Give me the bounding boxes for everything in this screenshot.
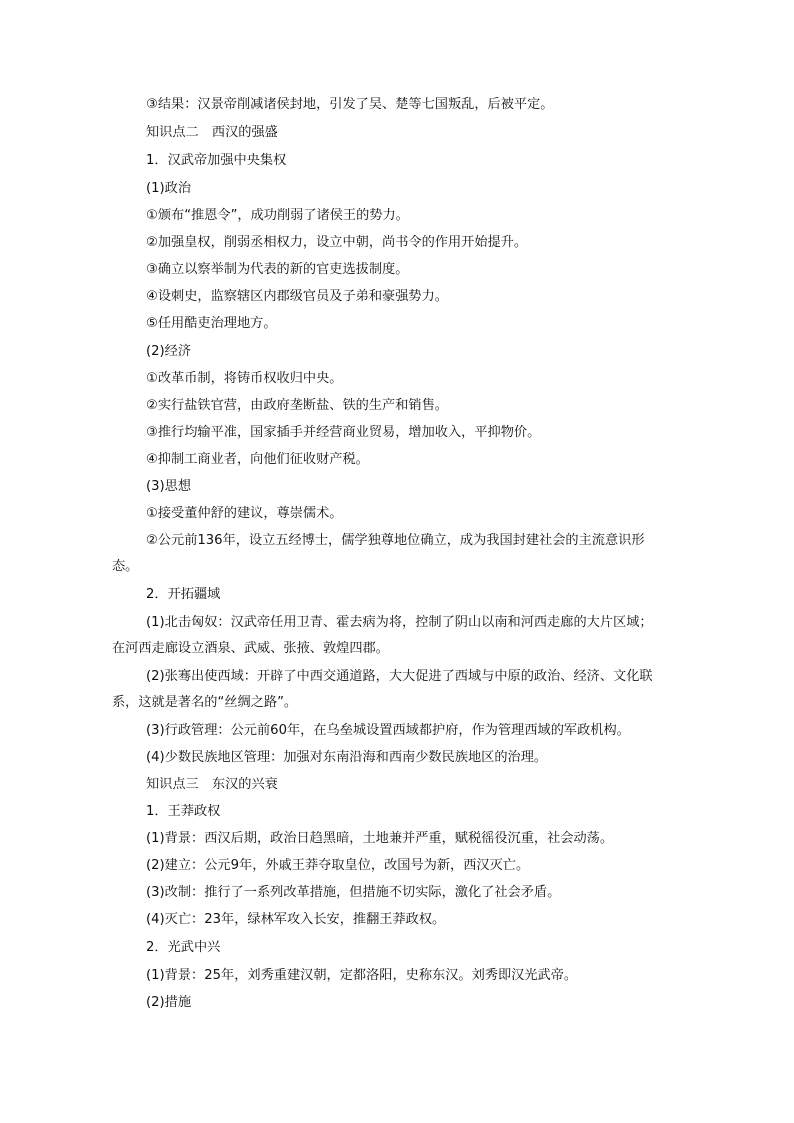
text-line: ③确立以察举制为代表的新的官吏选拔制度。 xyxy=(146,262,409,277)
text-line: ①接受董仲舒的建议，尊崇儒术。 xyxy=(146,506,343,521)
text-line: ①改革币制，将铸币权收归中央。 xyxy=(146,371,343,386)
subsection-heading: 2．光武中兴 xyxy=(146,940,221,955)
text-line: ⑤任用酷吏治理地方。 xyxy=(146,316,277,331)
item-heading: (2)措施 xyxy=(146,995,192,1010)
text-line: ②加强皇权，削弱丞相权力，设立中朝，尚书令的作用开始提升。 xyxy=(146,235,528,250)
text-line: (4)灭亡：23年，绿林军攻入长安，推翻王莽政权。 xyxy=(146,912,446,927)
text-line: (4)少数民族地区管理：加强对东南沿海和西南少数民族地区的治理。 xyxy=(146,750,548,765)
text-line: ④抑制工商业者，向他们征收财产税。 xyxy=(146,452,369,467)
section-heading: 知识点三 东汉的兴衰 xyxy=(146,777,278,792)
text-line: (1)背景：西汉后期，政治日趋黑暗，土地兼并严重，赋税徭役沉重，社会动荡。 xyxy=(146,831,614,846)
text-line: (3)改制：推行了一系列改革措施，但措施不切实际，激化了社会矛盾。 xyxy=(146,885,561,900)
text-line-continuation: 在河西走廊设立酒泉、武威、张掖、敦煌四郡。 xyxy=(112,641,389,656)
text-line-continuation: 系，这就是著名的“丝绸之路”。 xyxy=(112,695,298,710)
text-line: (3)行政管理：公元前60年，在乌垒城设置西域都护府，作为管理西域的军政机构。 xyxy=(146,723,630,738)
text-line: ④设刺史，监察辖区内郡级官员及子弟和豪强势力。 xyxy=(146,289,448,304)
subsection-heading: 2．开拓疆域 xyxy=(146,587,221,602)
item-heading: (2)经济 xyxy=(146,344,192,359)
item-heading: (3)思想 xyxy=(146,479,192,494)
text-line: ③结果：汉景帝削减诸侯封地，引发了吴、楚等七国叛乱，后被平定。 xyxy=(146,97,554,112)
text-line-continuation: 态。 xyxy=(112,559,139,574)
section-heading: 知识点二 西汉的强盛 xyxy=(146,125,278,140)
item-heading: (1)政治 xyxy=(146,181,192,196)
text-line: (2)建立：公元9年，外戚王莽夺取皇位，改国号为新，西汉灭亡。 xyxy=(146,858,530,873)
text-line: ②实行盐铁官营，由政府垄断盐、铁的生产和销售。 xyxy=(146,398,448,413)
text-line: (2)张骞出使西域：开辟了中西交通道路，大大促进了西域与中原的政治、经济、文化联 xyxy=(146,669,653,684)
text-line: (1)背景：25年，刘秀重建汉朝，定都洛阳，史称东汉。刘秀即汉光武帝。 xyxy=(146,968,578,983)
subsection-heading: 1．汉武帝加强中央集权 xyxy=(146,153,287,168)
text-line: ①颁布“推恩令”，成功削弱了诸侯王的势力。 xyxy=(146,208,409,223)
text-line: ②公元前136年，设立五经博士，儒学独尊地位确立，成为我国封建社会的主流意识形 xyxy=(146,533,645,548)
text-line: ③推行均输平准，国家插手并经营商业贸易，增加收入，平抑物价。 xyxy=(146,425,541,440)
text-line: (1)北击匈奴：汉武帝任用卫青、霍去病为将，控制了阴山以南和河西走廊的大片区域； xyxy=(146,615,653,630)
subsection-heading: 1．王莽政权 xyxy=(146,804,221,819)
